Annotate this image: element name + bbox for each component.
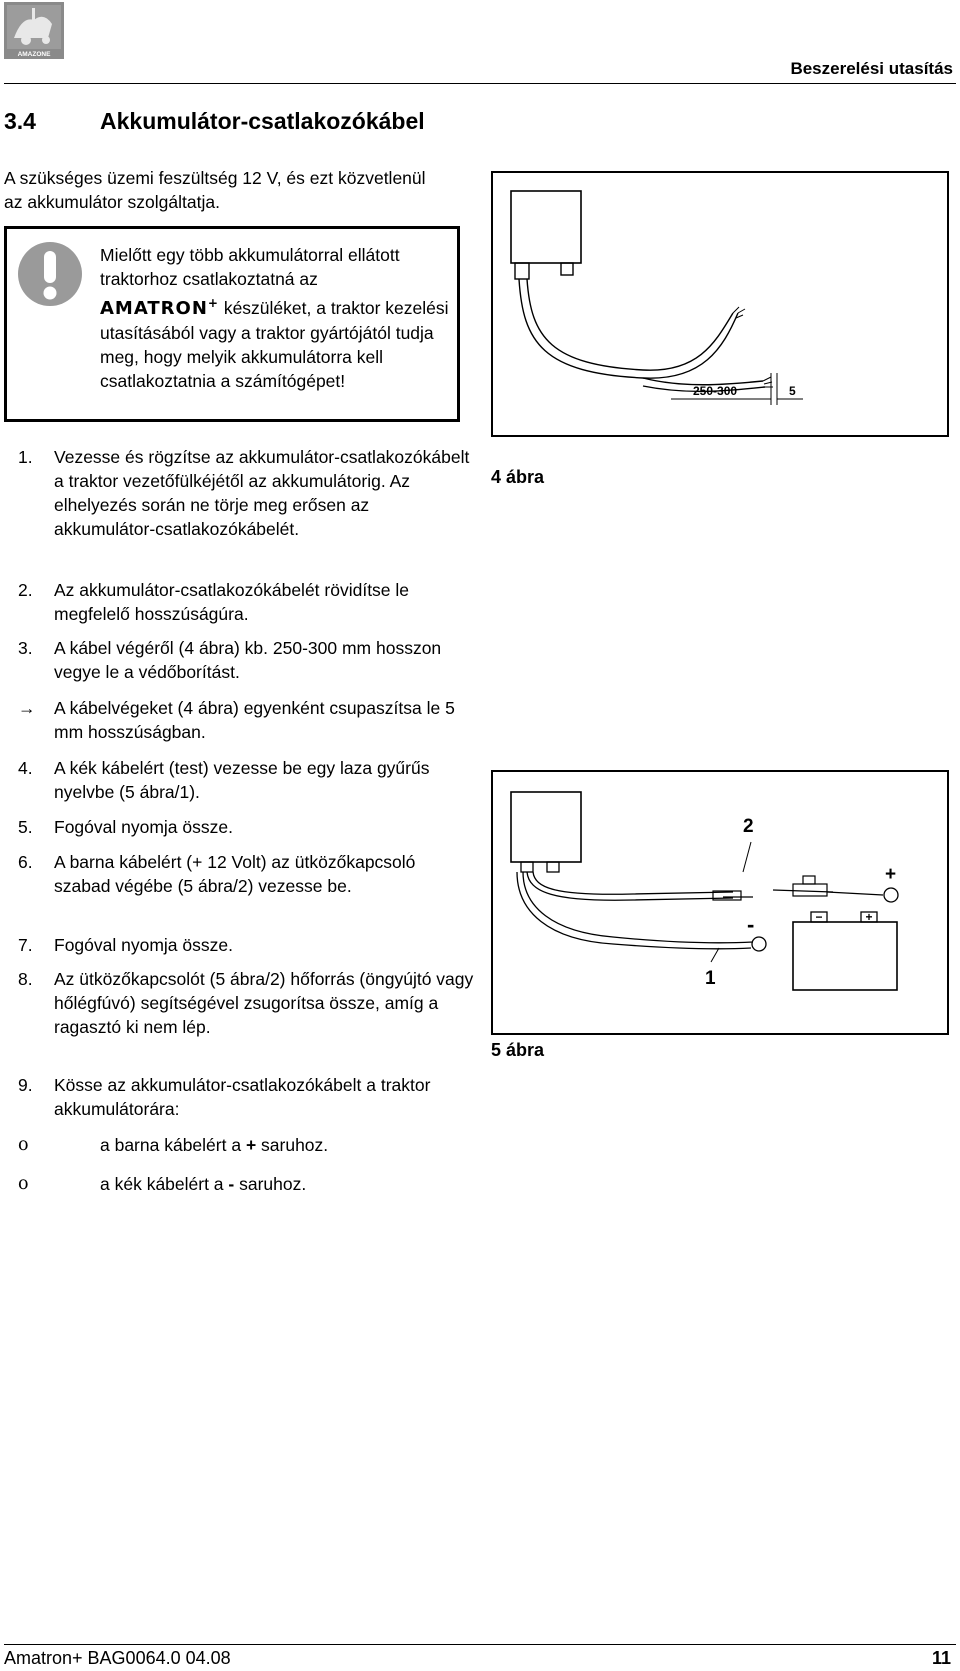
svg-text:+: + <box>885 864 897 885</box>
bullet-icon: ο <box>18 1135 29 1155</box>
bullet-icon: ο <box>18 1174 29 1194</box>
document-title: Beszerelési utasítás <box>790 59 953 78</box>
svg-text:5: 5 <box>789 384 796 398</box>
svg-text:-: - <box>747 912 755 937</box>
svg-text:2: 2 <box>743 816 754 837</box>
figure-4 <box>491 171 949 437</box>
warning-box <box>4 226 460 422</box>
svg-text:250-300: 250-300 <box>693 384 738 398</box>
svg-text:AMAZONE: AMAZONE <box>17 51 51 58</box>
exclamation-icon <box>17 241 83 307</box>
figure-5 <box>491 770 949 1035</box>
page-number: 11 <box>931 1648 951 1668</box>
svg-text:+: + <box>865 910 873 924</box>
warning-line-1: Mielőtt egy több akkumulátorral ellátott traktorhoz csatlakoztatná az <box>100 245 400 289</box>
amazone-logo-icon <box>4 2 64 59</box>
amatron-brand: AMATRON+ <box>100 296 219 319</box>
figure-5-caption: 5 ábra <box>491 1040 545 1060</box>
section-title: Akkumulátor-csatlakozókábel <box>100 108 425 134</box>
arrow-icon: → <box>18 698 36 718</box>
warning-line-2: készüléket, a traktor kezelési utasításából vagy a traktor gyártójától tudja meg, hogy melyik akkumulátorra kell csatlakoztatnia a számítógépet! <box>100 298 449 391</box>
footer-divider <box>4 1644 956 1645</box>
svg-text:1: 1 <box>705 968 716 989</box>
section-number: 3.4 <box>4 108 36 134</box>
footer-document-id: Amatron+ BAG0064.0 04.08 <box>4 1648 231 1668</box>
intro-paragraph: A szükséges üzemi feszültség 12 V, és ezt közvetlenül az akkumulátor szolgáltatja. <box>4 168 426 212</box>
header-divider <box>4 83 956 84</box>
svg-text:−: − <box>815 910 823 924</box>
warning-text <box>100 243 455 393</box>
figure-4-caption: 4 ábra <box>491 467 545 487</box>
